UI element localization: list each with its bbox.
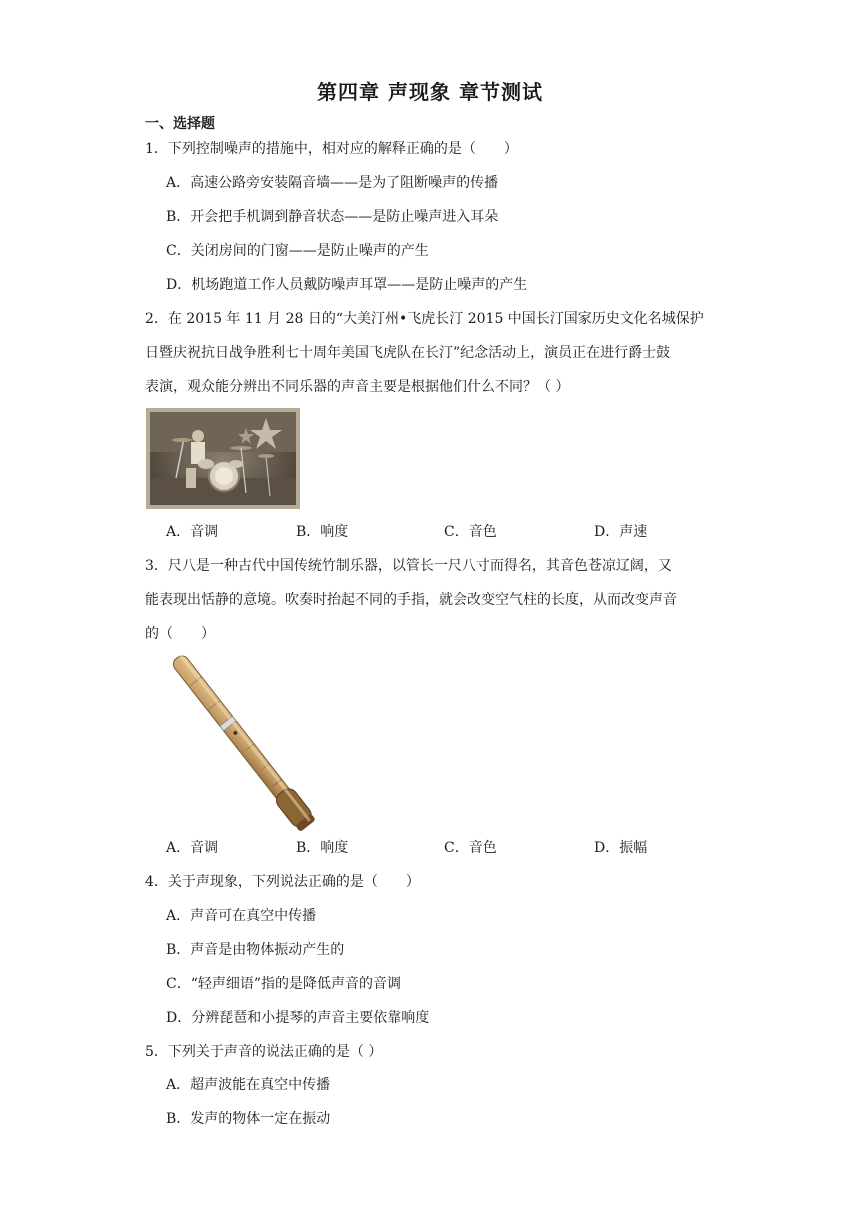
question-3-option-c: C．音色	[444, 840, 497, 856]
page-title: 第四章 声现象 章节测试	[317, 80, 543, 104]
drum-performance-image	[146, 408, 300, 509]
question-3-stem-line-3: 的（ ）	[145, 626, 215, 642]
question-1-stem: 1．下列控制噪声的措施中，相对应的解释正确的是（ ）	[145, 141, 518, 157]
question-2-stem-line-3: 表演，观众能分辨出不同乐器的声音主要是根据他们什么不同？（ ）	[145, 379, 570, 395]
question-3-option-a: A．音调	[166, 840, 219, 856]
question-2-option-c: C．音色	[444, 524, 497, 540]
question-5-option-b: B．发声的物体一定在振动	[166, 1111, 331, 1127]
question-2-stem-line-2: 日暨庆祝抗日战争胜利七十周年美国飞虎队在长汀”纪念活动上，演员正在进行爵士鼓	[145, 345, 671, 361]
question-1-option-b: B．开会把手机调到静音状态——是防止噪声进入耳朵	[166, 209, 499, 225]
question-4-option-a: A．声音可在真空中传播	[166, 908, 317, 924]
question-4-option-b: B．声音是由物体振动产生的	[166, 942, 345, 958]
question-2-option-a: A．音调	[166, 524, 219, 540]
question-4-option-d: D．分辨琵琶和小提琴的声音主要依靠响度	[166, 1010, 430, 1026]
question-5-stem: 5．下列关于声音的说法正确的是（ ）	[145, 1044, 383, 1060]
question-3-option-d: D．振幅	[594, 840, 648, 856]
question-2-option-d: D．声速	[594, 524, 648, 540]
question-5-option-a: A．超声波能在真空中传播	[166, 1077, 331, 1093]
question-2-option-b: B．响度	[296, 524, 349, 540]
question-3-option-b: B．响度	[296, 840, 349, 856]
question-1-option-c: C．关闭房间的门窗——是防止噪声的产生	[166, 243, 429, 259]
question-3-stem-line-2: 能表现出恬静的意境。吹奏时抬起不同的手指，就会改变空气柱的长度，从而改变声音	[145, 592, 677, 608]
question-1-option-d: D．机场跑道工作人员戴防噪声耳罩——是防止噪声的产生	[166, 277, 528, 293]
shakuhachi-flute-image	[155, 652, 330, 834]
section-heading: 一、选择题	[145, 116, 215, 132]
question-2-stem-line-1: 2．在 2015 年 11 月 28 日的“大美汀州•飞虎长汀 2015 中国长汀国家历史文化名城保护	[145, 311, 704, 327]
question-4-option-c: C．“轻声细语”指的是降低声音的音调	[166, 976, 402, 992]
question-4-stem: 4．关于声现象，下列说法正确的是（ ）	[145, 874, 420, 890]
question-3-stem-line-1: 3．尺八是一种古代中国传统竹制乐器，以管长一尺八寸而得名，其音色苍凉辽阔，又	[145, 558, 672, 574]
question-1-option-a: A．高速公路旁安装隔音墙——是为了阻断噪声的传播	[166, 175, 499, 191]
